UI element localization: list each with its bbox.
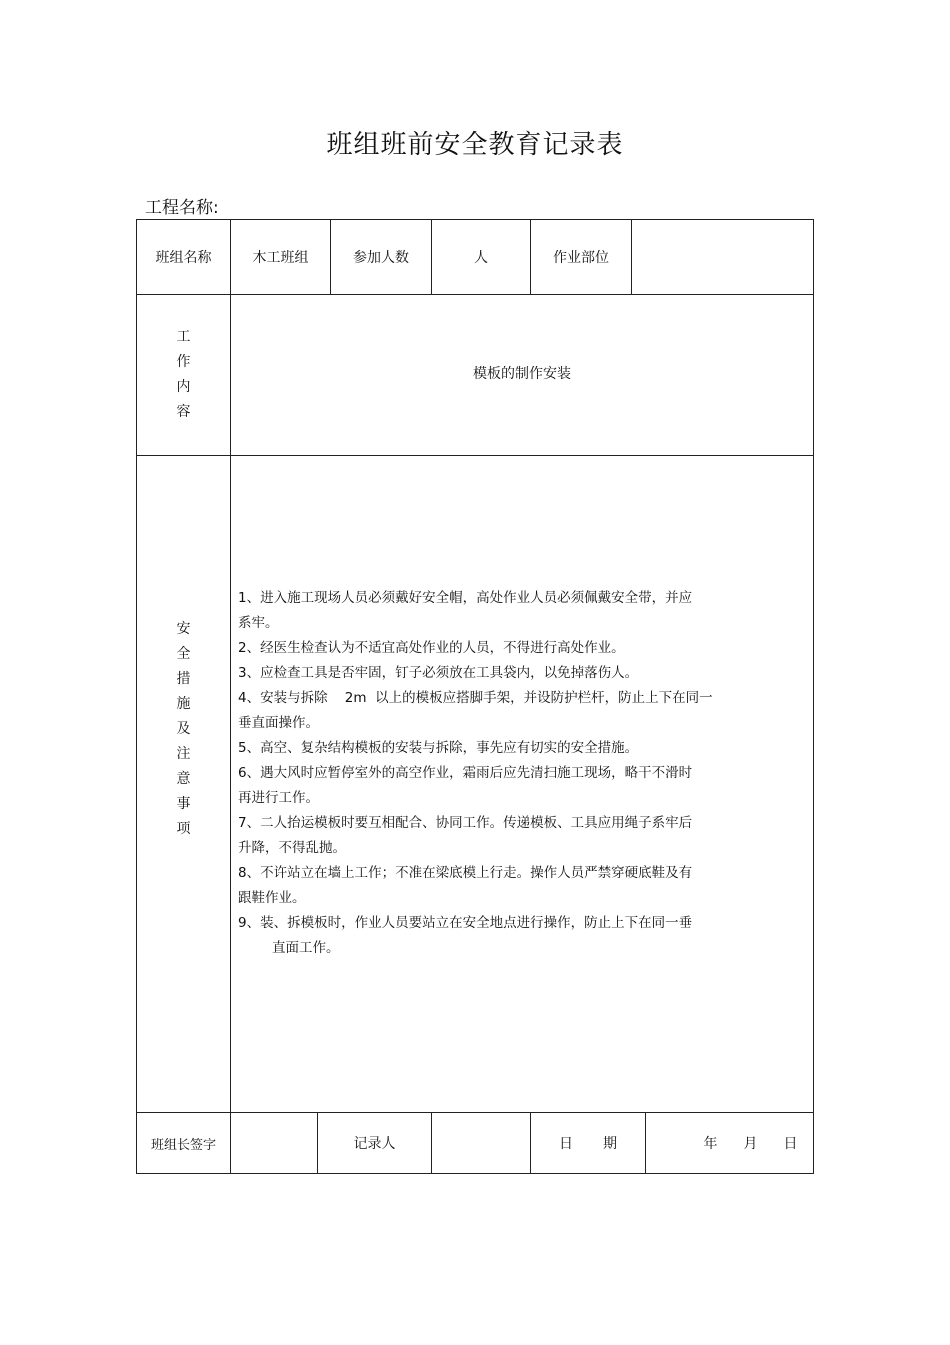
work-location-value-cell bbox=[631, 219, 814, 295]
safety-item-2: 2、经医生检查认为不适宜高处作业的人员，不得进行高处作业。 bbox=[238, 640, 625, 656]
work-content-label-cell bbox=[136, 294, 231, 456]
safety-measures-label-cell bbox=[136, 455, 231, 1113]
label-char: 注 bbox=[176, 745, 191, 762]
label-char: 作 bbox=[176, 354, 191, 370]
safety-item-4-line-1: 4、安装与拆除 2m 以上的模板应搭脚手架，并设防护栏杆，防止上下在同一 bbox=[238, 690, 713, 706]
safety-item-7-line-2: 升降，不得乱抛。 bbox=[238, 840, 346, 856]
label-char: 意 bbox=[176, 770, 191, 787]
page-title: 班组班前安全教育记录表 bbox=[326, 130, 624, 160]
participant-count-value-cell bbox=[431, 219, 531, 295]
label-char: 及 bbox=[176, 720, 191, 737]
work-content-value: 模板的制作安装 bbox=[473, 366, 571, 382]
label-char: 事 bbox=[176, 795, 191, 812]
team-name-label-cell bbox=[136, 219, 231, 295]
recorder-label-cell bbox=[317, 1112, 432, 1174]
date-label bbox=[559, 1133, 617, 1153]
date-label-char: 日 bbox=[559, 1136, 573, 1152]
label-char: 措 bbox=[176, 670, 191, 687]
date-value bbox=[704, 1133, 798, 1153]
leader-signature-label-cell bbox=[136, 1112, 231, 1174]
label-char: 全 bbox=[176, 645, 191, 662]
leader-signature-value-cell[interactable] bbox=[230, 1112, 318, 1174]
date-label-cell bbox=[530, 1112, 646, 1174]
label-char: 工 bbox=[176, 329, 191, 345]
safety-measures-label bbox=[177, 617, 191, 842]
team-name-label: 班组名称 bbox=[155, 250, 212, 266]
safety-item-7-line-1: 7、二人抬运模板时要互相配合、协同工作。传递模板、工具应用绳子系牢后 bbox=[238, 815, 693, 831]
year-label: 年 bbox=[703, 1136, 718, 1152]
work-content-cell bbox=[230, 294, 814, 456]
participant-count-label: 参加人数 bbox=[353, 250, 409, 266]
safety-item-8-line-2: 跟鞋作业。 bbox=[238, 890, 306, 906]
label-char: 施 bbox=[176, 695, 191, 712]
safety-item-3: 3、应检查工具是否牢固，钉子必须放在工具袋内，以免掉落伤人。 bbox=[238, 665, 639, 681]
safety-item-9-line-1: 9、装、拆模板时，作业人员要站立在安全地点进行操作，防止上下在同一垂 bbox=[238, 915, 693, 931]
label-char: 项 bbox=[176, 820, 191, 837]
month-label: 月 bbox=[743, 1136, 758, 1152]
project-name-label: 工程名称: bbox=[145, 198, 219, 218]
safety-item-6-line-2: 再进行工作。 bbox=[238, 790, 319, 806]
work-location-label: 作业部位 bbox=[553, 250, 609, 266]
date-value-cell[interactable] bbox=[645, 1112, 814, 1174]
recorder-value-cell[interactable] bbox=[431, 1112, 531, 1174]
work-location-label-cell bbox=[530, 219, 632, 295]
safety-item-4-line-2: 垂直面操作。 bbox=[238, 715, 319, 731]
safety-item-5: 5、高空、复杂结构模板的安装与拆除，事先应有切实的安全措施。 bbox=[238, 740, 639, 756]
safety-item-1-line-2: 系牢。 bbox=[238, 615, 279, 631]
safety-item-8-line-1: 8、不许站立在墙上工作；不准在梁底模上行走。操作人员严禁穿硬底鞋及有 bbox=[238, 865, 693, 881]
safety-item-6-line-1: 6、遇大风时应暂停室外的高空作业，霜雨后应先清扫施工现场，略干不滑时 bbox=[238, 765, 693, 781]
safety-measures-list bbox=[238, 586, 738, 961]
leader-signature-label: 班组长签字 bbox=[150, 1137, 216, 1153]
label-char: 容 bbox=[176, 404, 191, 420]
label-char: 内 bbox=[176, 379, 191, 395]
team-name-value: 木工班组 bbox=[252, 250, 309, 266]
work-content-label bbox=[177, 325, 191, 425]
recorder-label: 记录人 bbox=[353, 1136, 396, 1152]
day-label: 日 bbox=[783, 1136, 798, 1152]
safety-item-1-line-1: 1、进入施工现场人员必须戴好安全帽，高处作业人员必须佩戴安全带，并应 bbox=[238, 590, 693, 606]
team-name-value-cell bbox=[230, 219, 331, 295]
date-label-char: 期 bbox=[603, 1136, 617, 1152]
participant-count-unit: 人 bbox=[474, 250, 488, 266]
label-char: 安 bbox=[176, 620, 191, 637]
participant-count-label-cell bbox=[330, 219, 432, 295]
safety-item-9-line-2: 直面工作。 bbox=[272, 940, 340, 956]
